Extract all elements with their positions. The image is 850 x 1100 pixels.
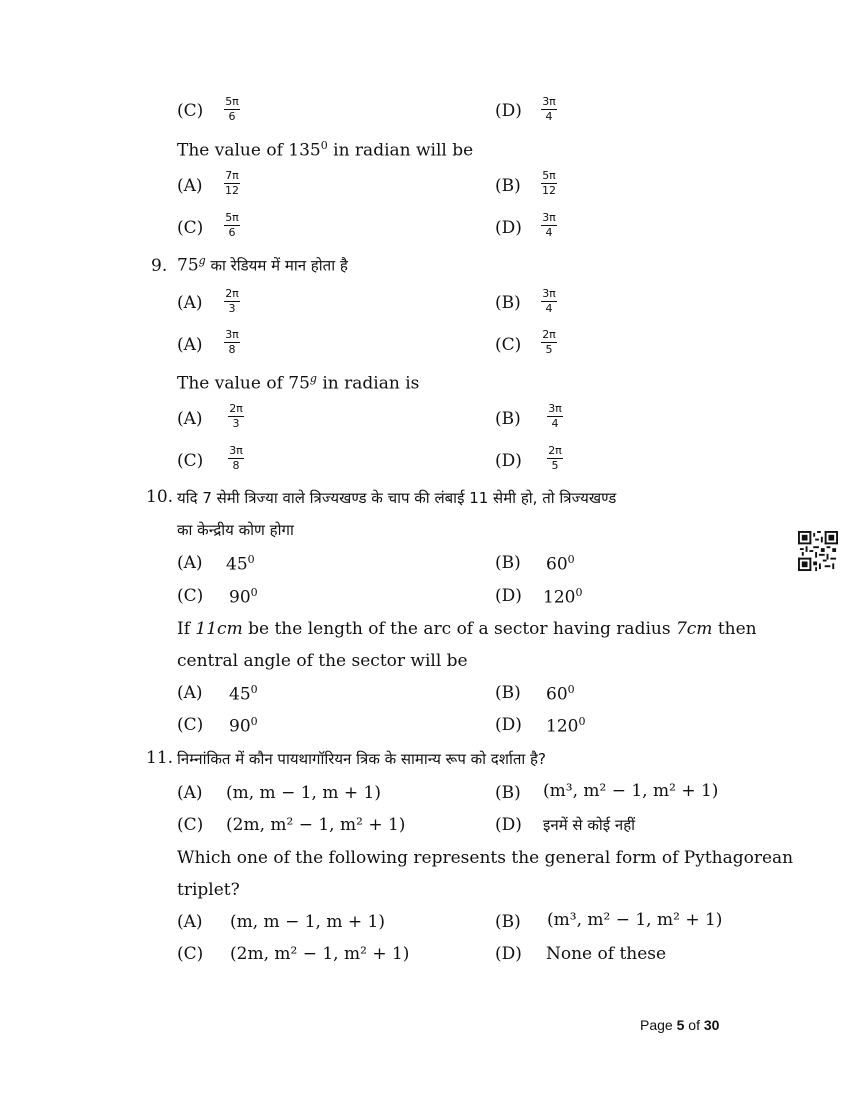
q10-en-opt-d-value: $120^0$	[546, 715, 586, 737]
q8-hi-opt-d-label: (D)	[495, 101, 522, 121]
q9-hi-opt-3-fraction	[224, 329, 240, 356]
q9-hi-opt-4-fraction	[541, 329, 557, 356]
numerator: 5π	[542, 169, 556, 182]
denominator: 4	[551, 417, 559, 430]
numerator: 7π	[225, 169, 239, 182]
q9-en-question: The value of 75$^g$ in radian is	[177, 372, 420, 394]
numerator: 3π	[542, 95, 556, 108]
denominator: 12	[542, 184, 556, 197]
q10-en-line1: If 11cm be the length of the arc of a sector having radius 7cm then	[177, 619, 757, 639]
q11-en-line2: triplet?	[177, 880, 240, 900]
q8-en-opt-a-fraction	[224, 170, 240, 197]
denominator: 5	[545, 343, 553, 356]
q9-hi-opt-4-label: (C)	[495, 335, 522, 355]
q11-hi-question: निम्नांकित में कौन पायथागॉरियन त्रिक के सामान्य रूप को दर्शाता है?	[177, 750, 546, 768]
q10-en-opt-c-label: (C)	[177, 715, 204, 735]
q8-en-question: The value of $135^0$ in radian will be	[177, 139, 474, 161]
numerator: 3π	[542, 287, 556, 300]
q8-en-opt-a-label: (A)	[177, 176, 203, 196]
q9-en-opt-c-label: (C)	[177, 451, 204, 471]
q11-hi-opt-a-label: (A)	[177, 783, 203, 803]
q10-en-opt-d-label: (D)	[495, 715, 522, 735]
denominator: 6	[228, 226, 236, 239]
q11-en-opt-b-label: (B)	[495, 912, 521, 932]
q10-en-line2: central angle of the sector will be	[177, 651, 468, 671]
denominator: 12	[225, 184, 239, 197]
q9-hi-question: 75$^g$ का रेडियम में मान होता है	[177, 254, 348, 276]
numerator: 5π	[225, 211, 239, 224]
q10-hi-opt-d-value: $120^0$	[543, 586, 583, 608]
q8-en-opt-d-label: (D)	[495, 218, 522, 238]
q8-en-opt-b-label: (B)	[495, 176, 521, 196]
q9-en-opt-d-fraction	[547, 445, 563, 472]
numerator: 3π	[225, 328, 239, 341]
q11-en-opt-c-label: (C)	[177, 944, 204, 964]
q9-hi-opt-1-fraction	[224, 288, 240, 315]
q11-hi-opt-a-value: (m, m − 1, m + 1)	[226, 783, 381, 803]
q10-hi-opt-c-value: $90^0$	[229, 586, 258, 608]
q10-en-opt-c-value: $90^0$	[229, 715, 258, 737]
numerator: 2π	[229, 402, 243, 415]
denominator: 3	[228, 302, 236, 315]
q10-hi-opt-c-label: (C)	[177, 586, 204, 606]
numerator: 2π	[548, 444, 562, 457]
numerator: 2π	[225, 287, 239, 300]
q9-en-opt-c-fraction	[228, 445, 244, 472]
q8-en-opt-d-fraction	[541, 212, 557, 239]
numerator: 3π	[229, 444, 243, 457]
q10-en-opt-a-value: $45^0$	[229, 683, 258, 705]
q10-hi-opt-b-label: (B)	[495, 553, 521, 573]
numerator: 3π	[542, 211, 556, 224]
q10-hi-opt-b-value: $60^0$	[546, 553, 575, 575]
q9-en-opt-b-label: (B)	[495, 409, 521, 429]
page-footer: Page 5 of 30	[640, 1017, 720, 1033]
q10-hi-opt-d-label: (D)	[495, 586, 522, 606]
q11-hi-opt-c-value: (2m, m² − 1, m² + 1)	[226, 815, 406, 835]
q11-hi-opt-d-value: इनमें से कोई नहीं	[543, 816, 636, 834]
q9-en-opt-b-fraction	[547, 403, 563, 430]
q11-en-opt-d-value: None of these	[546, 944, 667, 964]
q11-en-opt-d-label: (D)	[495, 944, 522, 964]
denominator: 8	[228, 343, 236, 356]
q10-en-opt-b-value: $60^0$	[546, 683, 575, 705]
denominator: 4	[545, 110, 553, 123]
denominator: 6	[228, 110, 236, 123]
q10-hi-line1: यदि 7 सेमी त्रिज्या वाले त्रिज्यखण्ड के चाप की लंबाई 11 सेमी हो, तो त्रिज्यखण्ड	[177, 489, 617, 507]
denominator: 5	[551, 459, 559, 472]
q8-hi-opt-d-fraction	[541, 96, 557, 123]
q11-en-opt-b-value: (m³, m² − 1, m² + 1)	[547, 910, 723, 930]
q8-hi-opt-c-label: (C)	[177, 101, 204, 121]
q11-hi-opt-c-label: (C)	[177, 815, 204, 835]
q9-hi-opt-2-fraction	[541, 288, 557, 315]
q8-en-opt-c-fraction	[224, 212, 240, 239]
q8-en-opt-b-fraction	[541, 170, 557, 197]
q10-hi-line2: का केन्द्रीय कोण होगा	[177, 521, 294, 539]
q10-hi-opt-a-value: $45^0$	[226, 553, 255, 575]
q9-hi-opt-3-label: (A)	[177, 335, 203, 355]
denominator: 3	[232, 417, 240, 430]
q9-en-opt-a-fraction	[228, 403, 244, 430]
q11-en-opt-a-label: (A)	[177, 912, 203, 932]
denominator: 8	[232, 459, 240, 472]
q10-en-opt-b-label: (B)	[495, 683, 521, 703]
numerator: 2π	[542, 328, 556, 341]
q11-en-opt-a-value: (m, m − 1, m + 1)	[230, 912, 385, 932]
q8-en-opt-c-label: (C)	[177, 218, 204, 238]
q11-hi-opt-d-label: (D)	[495, 815, 522, 835]
q11-hi-opt-b-value: (m³, m² − 1, m² + 1)	[543, 781, 719, 801]
qr-code-icon	[798, 531, 838, 571]
q10-en-opt-a-label: (A)	[177, 683, 203, 703]
q10-number: 10.	[146, 487, 174, 507]
q9-number: 9.	[151, 256, 168, 276]
q11-en-line1: Which one of the following represents the general form of Pythagorean	[177, 848, 794, 868]
denominator: 4	[545, 226, 553, 239]
q9-en-opt-d-label: (D)	[495, 451, 522, 471]
q11-hi-opt-b-label: (B)	[495, 783, 521, 803]
denominator: 4	[545, 302, 553, 315]
q11-en-opt-c-value: (2m, m² − 1, m² + 1)	[230, 944, 410, 964]
q11-number: 11.	[146, 748, 174, 768]
q10-hi-opt-a-label: (A)	[177, 553, 203, 573]
q9-en-opt-a-label: (A)	[177, 409, 203, 429]
q8-hi-opt-c-fraction	[224, 96, 240, 123]
numerator: 3π	[548, 402, 562, 415]
q9-hi-opt-2-label: (B)	[495, 293, 521, 313]
numerator: 5π	[225, 95, 239, 108]
q9-hi-opt-1-label: (A)	[177, 293, 203, 313]
